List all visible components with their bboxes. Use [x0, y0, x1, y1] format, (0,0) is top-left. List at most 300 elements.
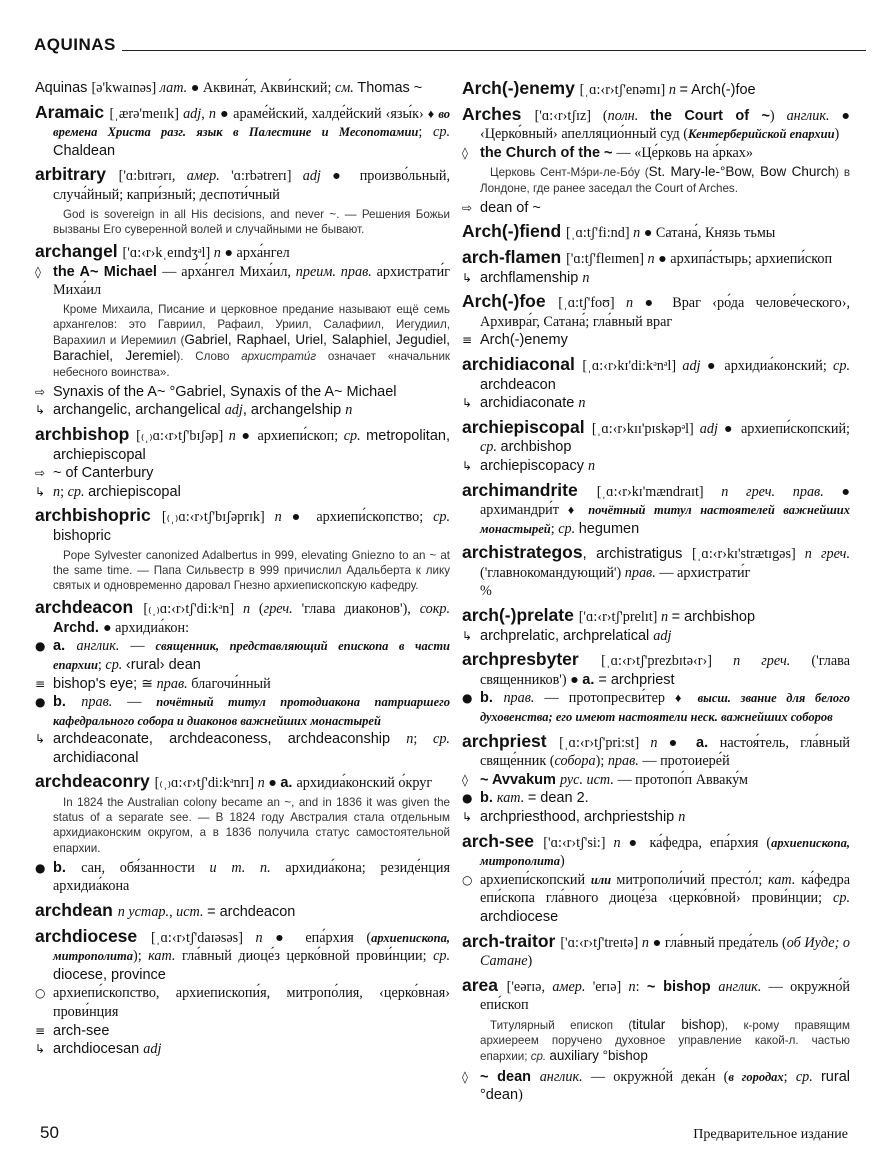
entry-headline [462, 832, 850, 871]
entry-text: ~ of Canterbury [53, 465, 154, 482]
entry-text: ● ка́федра, епа́рхия ( [628, 834, 772, 851]
see-also-arrow-icon: ⇨ [35, 466, 46, 481]
entry-text: archidiaconate [480, 395, 579, 412]
entry-text: adj [143, 1041, 162, 1058]
entry-text: n [345, 402, 353, 419]
left-column [35, 74, 450, 1059]
entry-text: archbishop [500, 439, 572, 456]
entry-text: ср. [795, 1068, 821, 1085]
entry-text: , archistratigus [582, 546, 692, 563]
entry-text: ) [559, 853, 565, 870]
entry-text: прав. [607, 753, 643, 770]
entry-text: — окружно́й дека́н ( [590, 1068, 729, 1085]
entry-text: [ˌɑ:‹r›tʃ'pri:st] [559, 734, 651, 751]
entry-text: собора [554, 753, 596, 770]
entry-text: bishop's eye; [53, 675, 142, 692]
entry-text: преим. прав. [295, 263, 377, 280]
entry-text: adj [653, 627, 672, 644]
entry-text: ● архидиа́конский; [706, 357, 834, 374]
entry-text: ; [97, 656, 106, 673]
entry-text: n [647, 250, 659, 267]
entry-subline [462, 331, 850, 350]
entry-text: archdeaconate, archdeaconess, archdeaconship [53, 731, 407, 748]
dictionary-entry [35, 506, 450, 593]
entry-headline [462, 292, 850, 331]
entry-text: [ˌærə'meɪɪk] [109, 105, 184, 122]
idiom-diamond-icon: ◊ [462, 145, 468, 160]
entry-text: n [257, 775, 269, 792]
entry-text: сокр. [419, 601, 451, 618]
entry-text: ср. [480, 439, 501, 456]
dictionary-entry [462, 650, 850, 726]
entry-text: Synaxis of the A~ °Gabriel, Synaxis of the A~ Michael [53, 383, 397, 400]
dictionary-entry [35, 598, 450, 767]
entry-text: — протопресви́тер [544, 690, 676, 707]
entry-text: кат. [768, 871, 802, 888]
running-head-rule [122, 50, 866, 51]
dictionary-entry [35, 242, 450, 420]
entry-text: ● архиепи́скопский; [723, 420, 850, 437]
entry-text: прав. [81, 694, 128, 711]
entry-text: archprelatic, archprelatical [480, 627, 654, 644]
headword: archangel [35, 240, 123, 261]
entry-text: ср. [67, 483, 89, 500]
entry-text: , archangelship [242, 402, 346, 419]
entry-text: n [626, 295, 645, 312]
entry-text: [ˌɑ:‹r›tʃ'enəmɪ] [579, 82, 669, 98]
entry-text: ['ɑ:tʃ'fleɪmen] [566, 250, 648, 267]
entry-text: archpriesthood, archpriestship [480, 809, 679, 825]
entry-text: = archdeacon [207, 904, 296, 921]
entry-text: diocese, province [53, 966, 166, 983]
headword: archbishopric [35, 505, 162, 526]
entry-text: гла́вный диоце́з церко́вной прови́нции; [181, 948, 434, 965]
entry-text: n [228, 427, 242, 444]
headword: archidiaconal [462, 353, 583, 374]
entry-text: рус. ист. [559, 771, 618, 788]
entry-text: — «Це́рковь на а́рках» [616, 144, 753, 161]
entry-text: ). Слово [176, 350, 242, 364]
entry-text: ‹rural› dean [125, 656, 201, 673]
headword: arbitrary [35, 164, 119, 185]
entry-text: [₍ˌ₎ɑ:‹r›tʃ'bɪʃəp] [136, 427, 229, 444]
entry-subline [35, 464, 450, 483]
entry-headline [35, 103, 450, 161]
derivative-icon: ↳ [35, 484, 46, 499]
entry-subline [462, 199, 850, 218]
entry-text: n [53, 483, 61, 500]
entry-text: ср. [833, 890, 850, 907]
entry-text: архистрати́г [241, 350, 317, 364]
entry-subline [462, 808, 850, 827]
entry-text: n греч. прав. [721, 483, 842, 500]
dictionary-entry [462, 222, 850, 243]
entry-subline [462, 689, 850, 726]
entry-text: archangelic, archangelical [53, 402, 225, 419]
entry-headline [35, 901, 450, 922]
entry-text: ['ɑ:‹r›tʃ'prelɪt] [578, 609, 661, 626]
entry-text: n [678, 809, 686, 825]
entry-subline [462, 144, 850, 163]
dictionary-entry [462, 418, 850, 476]
entry-text: Aquinas [35, 80, 92, 96]
derivative-icon: ↳ [462, 396, 473, 411]
entry-text: ( [258, 601, 264, 618]
entry-text: [ˌɑ:‹r›tʃ'prezbɪtə‹r›] [601, 653, 734, 670]
entry-text: [ˌɑ:‹r›kɪɪ'pɪskəpᵊl] [591, 420, 700, 437]
headword: Arch(-)fiend [462, 221, 567, 242]
entry-text: архиепископа, митрополита [53, 930, 451, 964]
headword: arch-flamen [462, 246, 567, 267]
entry-text: — протопо́п Авваку́м [617, 771, 749, 788]
entry-text: ♦ высш. звание для белого духовенства; его имеют настоятели неск. важнейших соборов [480, 691, 850, 725]
headword: arch-see [462, 830, 544, 851]
entry-text: ● архидиа́кон: [102, 619, 190, 636]
entry-text: ● ‹Церко́вный› апелляцио́нный суд ( [480, 107, 850, 143]
headword: arch(-)prelate [462, 605, 579, 626]
entry-text: ; [60, 483, 68, 500]
entry-text: — [127, 694, 157, 711]
idiom-diamond-icon: ◊ [35, 264, 41, 279]
entry-headline [35, 425, 450, 464]
entry-text: n [660, 609, 672, 626]
entry-text: n [406, 731, 414, 748]
entry-text: ● араме́йский, халде́йский ‹язы́к› [220, 105, 428, 122]
entry-text: Archd. [53, 619, 103, 636]
headword: Aramaic [35, 101, 110, 122]
dictionary-entry [35, 103, 450, 161]
entry-text: b. [53, 694, 82, 711]
entry-text: архиепископа, митрополита [480, 835, 851, 869]
dictionary-entry [462, 292, 850, 350]
entry-subline [35, 859, 450, 896]
entry-text: ● архиепи́скоп; [241, 427, 344, 444]
entry-subline [35, 1022, 450, 1041]
dictionary-entry [462, 248, 850, 287]
entry-text: n [578, 395, 586, 412]
headword: archiepiscopal [462, 416, 592, 437]
sense-bullet-icon: ● [35, 860, 46, 875]
headword: area [462, 974, 507, 995]
entry-text: Титулярный епископ ( [490, 1018, 633, 1032]
derivative-icon: ↳ [462, 628, 473, 643]
entry-text: ; [783, 1068, 796, 1085]
dictionary-entry [462, 932, 850, 971]
entry-subline [462, 394, 850, 413]
entry-text: прав. [503, 690, 545, 707]
entry-text: bishopric [53, 527, 112, 544]
entry-text: благочи́нный [191, 675, 271, 692]
entry-text: n греч. [733, 653, 812, 670]
entry-text: ['ɑ:‹r›tʃɪz] ( [534, 107, 608, 124]
entry-subline [462, 771, 850, 790]
entry-text: 'ɑ:rbətrerɪ] [231, 168, 303, 185]
usage-example [35, 207, 450, 237]
entry-text: — [130, 638, 156, 655]
headword: archistrategos [462, 542, 583, 563]
entry-text: [ˌɑ:‹r›tʃ'daɪəsəs] [151, 929, 256, 946]
dictionary-entry [462, 481, 850, 539]
entry-headline [462, 606, 850, 627]
entry-subline [35, 730, 450, 767]
entry-text: metropolitan, archiepiscopal [53, 427, 450, 463]
dictionary-entry [462, 832, 850, 927]
entry-subline [462, 871, 850, 927]
headword: archdeacon [35, 597, 144, 618]
derivative-icon: ↳ [462, 270, 473, 285]
headword: Arch(-)enemy [462, 78, 580, 98]
idiom-diamond-icon: ◊ [462, 1069, 468, 1084]
entry-headline [35, 242, 450, 263]
dictionary-entry [462, 79, 850, 100]
entry-headline [35, 598, 450, 637]
headword: Arches [462, 103, 535, 124]
entry-text: ● [668, 734, 697, 751]
entry-text: архидиа́кона; резиде́нция архидиа́кона [53, 859, 450, 895]
entry-text: греч. [263, 601, 302, 618]
sense-bullet-icon: ● [35, 639, 46, 654]
entry-text: God is sovereign in all His decisions, and never ~. — Решения Божьи вызваны Его суверенной волей и случайными не бывают. [53, 207, 450, 236]
entry-text: archflamenship [480, 269, 583, 286]
entry-text: митрополи́чий престо́л; [616, 871, 769, 888]
entry-text: adj [224, 402, 243, 419]
entry-text: = archbishop [671, 609, 756, 626]
dictionary-entry [462, 105, 850, 218]
entry-text: [₍ˌ₎ɑ:‹r›tʃ'di:kᵊnrɪ] [154, 775, 258, 792]
entry-text: 'глава диаконов'), [301, 601, 420, 618]
entry-text: ♦ почётный титул настоятелей важнейших монастырей [480, 503, 851, 536]
entry-text: dean of ~ [480, 199, 541, 216]
entry-text: n устар., ист. [117, 904, 208, 921]
entry-headline [35, 506, 450, 545]
entry-text: в городах [728, 1069, 784, 1084]
entry-text: об Иуде; о Сатане [480, 934, 851, 970]
entry-text: ка́федра епи́скопа гла́вного диоце́за ‹церко́вной› прови́нции; [480, 871, 850, 907]
entry-text: — архистрати́г [659, 564, 751, 581]
entry-text: Церковь Сент-Мэ́ри-ле-Бо́у ( [490, 166, 649, 180]
entry-text: англик. [718, 978, 769, 995]
derivative-icon: ↳ [35, 1042, 46, 1057]
right-column [462, 74, 850, 1105]
derivative-icon: ↳ [35, 403, 46, 418]
entry-text: ; [413, 731, 434, 748]
entry-headline [462, 543, 850, 582]
entry-text: ('глава священников') ● [480, 653, 850, 688]
entry-text: ● [268, 775, 281, 792]
entry-headline [462, 976, 850, 1015]
entry-text: n [628, 978, 636, 995]
entry-text: archiepiscopacy [480, 457, 588, 474]
entry-text: ● архимандри́т [480, 483, 850, 519]
entry-text: titular bishop [632, 1016, 721, 1032]
entry-text: b. [53, 859, 82, 876]
entry-text: archiepiscopal [88, 483, 181, 500]
entry-text: ) [527, 953, 533, 970]
usage-example [35, 302, 450, 380]
entry-text: ); [595, 753, 608, 770]
entry-text: архистрати́г Миха́ил [53, 263, 450, 299]
entry-text: archdeacon [480, 376, 556, 393]
entry-text: [₍ˌ₎ɑ:‹r›tʃ'di:kᵊn] [143, 601, 243, 618]
entry-subline [35, 637, 450, 674]
entry-text: [ə'kwaɪnəs] [91, 80, 160, 96]
running-head [34, 34, 866, 54]
dictionary-entry [462, 543, 850, 601]
entry-subline [462, 457, 850, 476]
synonym-icon: ≡ [35, 1023, 46, 1038]
entry-text: ср. [433, 124, 450, 141]
entry-headline [462, 732, 850, 771]
entry-text: Arch(-)enemy [480, 332, 568, 349]
entry-headline [35, 927, 450, 985]
usage-example [462, 1017, 850, 1065]
entry-headline [462, 418, 850, 457]
dictionary-entry [35, 927, 450, 1059]
entry-subline [35, 984, 450, 1021]
entry-text: — протоиере́й [642, 753, 730, 770]
entry-text: the A~ Michael [53, 263, 163, 280]
entry-text: n [242, 601, 259, 618]
page-number: 50 [40, 1122, 59, 1142]
entry-text: см. [334, 80, 358, 96]
two-column-body [0, 74, 880, 1105]
dictionary-entry [462, 732, 850, 827]
entry-text: Gabriel, Raphael, Uriel, Salaphiel, Jegudiel, Barachiel, Jeremiel [53, 332, 450, 364]
entry-text: лат. [159, 80, 191, 96]
entry-text: n [274, 509, 292, 526]
entry-text: или [590, 872, 617, 887]
entry-headline [462, 222, 850, 243]
entry-text: 'erɪə] [592, 978, 629, 995]
entry-text: a. [582, 671, 599, 688]
entry-text: ср. [343, 427, 367, 444]
dictionary-entry [462, 355, 850, 413]
dictionary-entry [35, 901, 450, 922]
entry-text: [₍ˌ₎ɑ:‹r›tʃ'bɪʃəprɪk] [161, 509, 275, 526]
entry-text: Кентерберийской епархии [687, 127, 835, 142]
entry-text: — арха́нгел Миха́ил, [162, 263, 296, 280]
entry-text: archidiaconal [53, 749, 139, 766]
entry-text: кат. [496, 790, 528, 807]
entry-subline [462, 582, 850, 601]
entry-text: % [480, 583, 492, 600]
entry-text: архиепи́скопство, архиепископи́я, митропо́лия, ‹церко́вная› прови́нция [53, 985, 450, 1021]
entry-text: ♦ во времена Христа разг. язык в Палестине и Месопотамии [53, 106, 450, 140]
entry-text: англик. [786, 107, 842, 124]
running-head-title: AQUINAS [34, 35, 116, 54]
entry-text: n [255, 929, 276, 946]
entry-text: archdiocesan [53, 1041, 144, 1058]
entry-text: ● Аквина́т, Акви́нский; [190, 80, 335, 96]
entry-text: прав. [156, 675, 192, 692]
dictionary-entry [35, 425, 450, 501]
entry-text: ~ bishop [646, 978, 719, 995]
see-also-arrow-icon: ⇨ [35, 384, 46, 399]
entry-headline [462, 481, 850, 539]
entry-text: Thomas ~ [357, 80, 423, 96]
entry-text: ● арха́нгел [224, 244, 290, 261]
entry-text: Pope Sylvester canonized Adalbertus in 999, elevating Gniezno to an ~ at the same time. — Папа Сильвестр в 999 причислил Адальберта к лику святых и одновременно даровал Гнезно архиепископскую кафедру. [53, 548, 450, 592]
entry-text: a. [280, 775, 297, 792]
entry-headline [462, 248, 850, 269]
entry-text: b. [480, 790, 497, 807]
entry-text: [ˌɑ:‹r›kɪ'strætɪgəs] [691, 546, 805, 563]
entry-text: полн. [607, 107, 651, 124]
entry-text: ('главнокомандующий') [480, 564, 625, 581]
entry-headline [462, 105, 850, 144]
entry-subline [35, 401, 450, 420]
entry-text: Chaldean [53, 142, 116, 159]
entry-subline [35, 383, 450, 402]
entry-text: a. [53, 638, 77, 655]
entry-text: ср. [433, 731, 450, 748]
headword: archbishop [35, 423, 137, 444]
idiom-diamond-icon: ◊ [462, 772, 468, 787]
entry-text: ) в Лондоне, где ранее заседал the Court of Arches. [480, 166, 850, 195]
entry-text: сан, обя́занности [81, 859, 210, 876]
entry-text: [ˌɑ:tʃ'fi:nd] [566, 225, 634, 242]
entry-text: n [588, 457, 596, 474]
entry-text: ['ɑ:bɪtrərɪ, [118, 168, 187, 185]
headword: archimandrite [462, 479, 597, 500]
entry-text: ≅ [141, 675, 157, 692]
usage-example [35, 548, 450, 594]
dictionary-entry [462, 976, 850, 1105]
entry-text: архиепи́скопский [480, 871, 591, 888]
entry-text: ['ɑ:‹r›tʃ'treɪtə] [560, 934, 642, 951]
derivative-icon: ↳ [462, 458, 473, 473]
edition-note: Предварительное издание [693, 1126, 848, 1142]
sense-bullet-icon: ● [35, 695, 46, 710]
entry-text: ● Враг ‹ро́да челове́ческого›, Архивра́г, Сатана́; гла́вный враг [480, 295, 851, 330]
entry-text: ; [418, 124, 434, 141]
entry-text: n [213, 244, 225, 261]
entry-text: и т. п. [209, 859, 286, 876]
entry-text: n [613, 834, 629, 851]
entry-text: arch-see [53, 1022, 110, 1039]
entry-subline [35, 675, 450, 694]
entry-text: [ˌɑ:‹r›kɪ'di:kᵊnᵊl] [582, 357, 683, 374]
derivative-icon: ↳ [35, 732, 46, 747]
entry-text: adj [699, 420, 724, 437]
synonym-icon: ≡ [35, 676, 46, 691]
entry-text: In 1824 the Australian colony became an ~, and in 1836 it was given the status of a separate see. — В 1824 году Австралия стала отдельным архидиаконским округом, а в 1836 получила статус самостоятельной епархии. [53, 796, 450, 855]
entry-text: n [668, 82, 680, 98]
entry-text: настоя́тель, гла́вный свяще́нник ( [480, 734, 850, 770]
entry-text: ● Сатана́, Князь тьмы [643, 225, 776, 242]
entry-text: n [641, 934, 653, 951]
entry-text: ● произво́льный, случа́йный; капри́зный; деспоти́чный [53, 168, 450, 203]
derivative-icon: ↳ [462, 810, 473, 824]
entry-text: the Court of ~ [650, 107, 770, 124]
entry-subline [462, 269, 850, 288]
entry-text: ср. [105, 656, 126, 673]
headword: archpresbyter [462, 649, 602, 670]
entry-text: прав. [624, 564, 660, 581]
entry-text: [ˌɑ:‹r›kɪ'mændraɪt] [596, 483, 722, 500]
entry-text: n греч. [804, 546, 850, 563]
entry-text: ) [769, 107, 787, 124]
entry-subline [35, 693, 450, 730]
headword: archdiocese [35, 925, 152, 946]
entry-subline [462, 627, 850, 646]
entry-text: = dean 2. [527, 790, 589, 807]
entry-text: = archpriest [598, 671, 675, 688]
dictionary-entry [35, 165, 450, 237]
see-also-arrow-icon: ⇨ [462, 200, 473, 215]
entry-text: англик. [539, 1068, 591, 1085]
entry-text: a. [696, 734, 720, 751]
